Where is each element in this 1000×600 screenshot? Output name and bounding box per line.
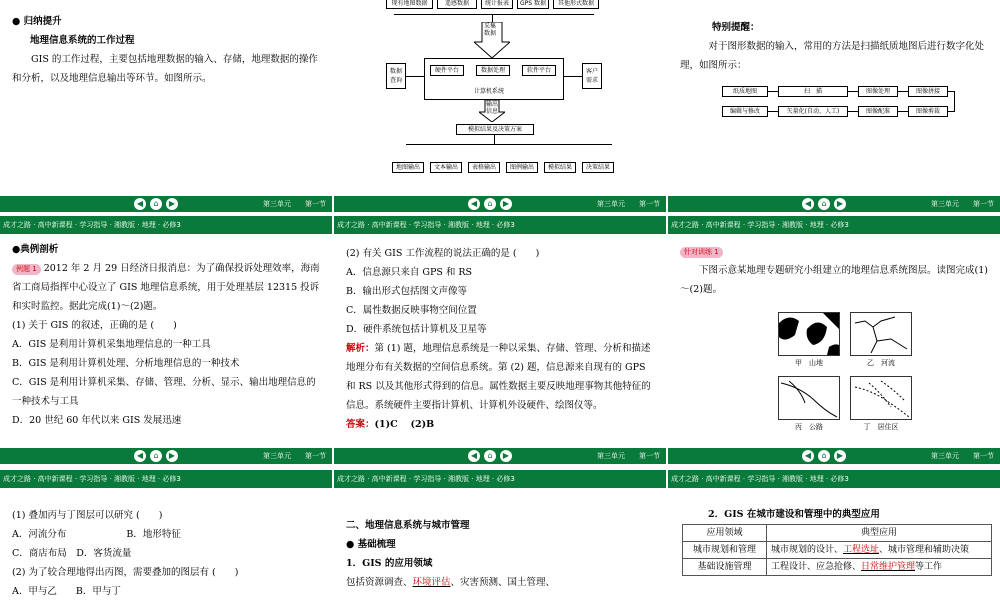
out-legend: 图例输出 bbox=[506, 162, 538, 173]
slide-2 bbox=[334, 0, 666, 212]
slide-8 bbox=[334, 470, 666, 600]
footer bbox=[668, 196, 1000, 212]
hardware-box: 硬件平台 bbox=[430, 65, 464, 76]
map-river bbox=[850, 312, 912, 356]
s5-analysis: 解析：第 (1) 题，地理信息系统是一种以采集、存储、管理、分析和描述地理分布有关数据的空间信息系统。第 (2) 题，信息源来自现有的 GPS 和 RS 以及其他形式得到的信息。属性数据主要反映地理事物其他特征的信息。系统硬件主要指计算机、计算机外设硬件、绘图仪等。 bbox=[346, 343, 651, 411]
input-other: 其他形式数据 bbox=[553, 0, 599, 9]
result-box: 模拟结果及决策方案 bbox=[456, 124, 534, 135]
slide-3 bbox=[668, 0, 1000, 212]
out-sim: 模拟结果 bbox=[544, 162, 576, 173]
prev-icon[interactable]: ◀ bbox=[802, 450, 814, 462]
s5-q2: (2) 有关 GIS 工作流程的说法正确的是 ( ) bbox=[346, 248, 540, 259]
cap-jia: 甲 山地 bbox=[795, 359, 823, 367]
home-icon[interactable]: ⌂ bbox=[150, 198, 162, 210]
cap-yi: 乙 河流 bbox=[867, 359, 895, 367]
header: 成才之路 · 高中新课程 · 学习指导 · 湘教版 · 地理 · 必修3 bbox=[0, 216, 332, 234]
input-gps: GPS 数据 bbox=[517, 0, 549, 9]
next-icon[interactable]: ▶ bbox=[500, 198, 512, 210]
s4-c: C．GIS 是利用计算机采集、存储、管理、分析、显示、输出地理信息的一种技术与工具 bbox=[12, 377, 316, 407]
prev-icon[interactable]: ◀ bbox=[468, 450, 480, 462]
user-box: 客户 需求 bbox=[582, 63, 602, 89]
cap-bing: 丙 公路 bbox=[795, 423, 823, 431]
flow-paper: 纸质地图 bbox=[722, 86, 768, 97]
slide-5 bbox=[334, 216, 666, 464]
header: 成才之路 · 高中新课程 · 学习指导 · 湘教版 · 地理 · 必修3 bbox=[668, 216, 1000, 234]
s5-b: B．输出形式包括图文声像等 bbox=[346, 286, 467, 297]
application-table bbox=[682, 524, 992, 576]
flow-mosaic: 图像拼接 bbox=[908, 86, 948, 97]
s8-sub: 1．GIS 的应用领域 bbox=[346, 558, 433, 569]
slide-1 bbox=[0, 0, 332, 212]
s1-para: GIS 的工作过程，主要包括地理数据的输入、存储，地理数据的操作和分析，以及地理信息输出等环节。如图所示。 bbox=[12, 54, 318, 84]
r1-field: 城市规划和管理 bbox=[683, 542, 767, 559]
home-icon[interactable]: ⌂ bbox=[818, 198, 830, 210]
unit-label: 第三单元 第一节 bbox=[931, 200, 994, 208]
s4-bullet: ●典例剖析 bbox=[12, 244, 59, 255]
unit-label: 第三单元 第一节 bbox=[597, 452, 660, 460]
next-icon[interactable]: ▶ bbox=[166, 450, 178, 462]
prev-icon[interactable]: ◀ bbox=[134, 450, 146, 462]
s6-para: 下图示意某地理专题研究小组建立的地理信息系统图层。读图完成(1)～(2)题。 bbox=[680, 265, 988, 295]
next-icon[interactable]: ▶ bbox=[166, 198, 178, 210]
flow-vector: 矢量化(自动、人工) bbox=[778, 106, 848, 117]
home-icon[interactable]: ⌂ bbox=[150, 450, 162, 462]
map-mountain bbox=[778, 312, 840, 356]
output-label: 输出 信息 bbox=[486, 101, 499, 115]
slide-9 bbox=[668, 470, 1000, 600]
s4-stem: 例题 1 2012 年 2 月 29 日经济日报消息：为了确保投诉处理效率，海南省工商局指挥中心设立了 GIS 地理信息系统，用于处理基层 12315 投诉和实时监控。据此完成(1)～(2)题。 bbox=[12, 263, 320, 312]
header: 成才之路 · 高中新课程 · 学习指导 · 湘教版 · 地理 · 必修3 bbox=[668, 470, 1000, 488]
next-icon[interactable]: ▶ bbox=[500, 450, 512, 462]
th-field: 应用领域 bbox=[683, 525, 767, 542]
th-app: 典型应用 bbox=[767, 525, 992, 542]
s8-text: 包括资源调查、环境评估、灾害预测、国土管理、 bbox=[346, 577, 556, 588]
software-box: 软件平台 bbox=[522, 65, 556, 76]
collect-label: 采集 数据 bbox=[484, 23, 497, 37]
footer bbox=[668, 448, 1000, 464]
s4-a: A．GIS 是利用计算机采集地理信息的一种工具 bbox=[12, 339, 211, 350]
example-tag: 例题 1 bbox=[12, 264, 41, 275]
s7-ab2: A．甲与乙 B．甲与丁 bbox=[12, 586, 121, 597]
s1-bullet: ● 归纳提升 bbox=[12, 16, 62, 27]
flow-scan: 扫 描 bbox=[778, 86, 848, 97]
out-decision: 决策结果 bbox=[582, 162, 614, 173]
s7-q1: (1) 叠加丙与丁图层可以研究 ( ) bbox=[12, 510, 163, 521]
footer bbox=[334, 448, 666, 464]
unit-label: 第三单元 第一节 bbox=[931, 452, 994, 460]
home-icon[interactable]: ⌂ bbox=[818, 450, 830, 462]
prev-icon[interactable]: ◀ bbox=[468, 198, 480, 210]
slide-4 bbox=[0, 216, 332, 464]
s5-d: D．硬件系统包括计算机及卫星等 bbox=[346, 324, 487, 335]
s8-section: 二、地理信息系统与城市管理 bbox=[346, 520, 470, 531]
header: 成才之路 · 高中新课程 · 学习指导 · 湘教版 · 地理 · 必修3 bbox=[0, 470, 332, 488]
s5-a: A．信息源只来自 GPS 和 RS bbox=[346, 267, 473, 278]
unit-label: 第三单元 第一节 bbox=[597, 200, 660, 208]
s9-title: 2．GIS 在城市建设和管理中的典型应用 bbox=[708, 509, 880, 520]
r1-app: 城市规划的设计、工程选址、城市管理和辅助决策 bbox=[767, 542, 992, 559]
s5-c: C．属性数据反映事物空间位置 bbox=[346, 305, 477, 316]
system-label: 计算机系统 bbox=[474, 88, 505, 95]
unit-label: 第三单元 第一节 bbox=[263, 200, 326, 208]
out-text: 文本输出 bbox=[430, 162, 462, 173]
s7-q2: (2) 为了较合理地得出丙图，需要叠加的图层有 ( ) bbox=[12, 567, 239, 578]
input-rs: 遥感数据 bbox=[437, 0, 477, 9]
flow-register: 图像配准 bbox=[858, 106, 898, 117]
r2-field: 基础设施管理 bbox=[683, 559, 767, 576]
out-map: 地图输出 bbox=[392, 162, 424, 173]
cap-ding: 丁 居住区 bbox=[863, 423, 899, 431]
flow-edit: 编辑与修改 bbox=[722, 106, 768, 117]
db-box: 数据 查询 bbox=[386, 63, 406, 89]
s8-bullet: ● 基础梳理 bbox=[346, 539, 396, 550]
prev-icon[interactable]: ◀ bbox=[134, 198, 146, 210]
s4-d: D．20 世纪 60 年代以来 GIS 发展迅速 bbox=[12, 415, 182, 426]
home-icon[interactable]: ⌂ bbox=[484, 450, 496, 462]
next-icon[interactable]: ▶ bbox=[834, 450, 846, 462]
s4-q1: (1) 关于 GIS 的叙述，正确的是 ( ) bbox=[12, 320, 177, 331]
home-icon[interactable]: ⌂ bbox=[484, 198, 496, 210]
unit-label: 第三单元 第一节 bbox=[263, 452, 326, 460]
header: 成才之路 · 高中新课程 · 学习指导 · 湘教版 · 地理 · 必修3 bbox=[334, 470, 666, 488]
s4-b: B．GIS 是利用计算机处理、分析地理信息的一种技术 bbox=[12, 358, 240, 369]
next-icon[interactable]: ▶ bbox=[834, 198, 846, 210]
slide-7 bbox=[0, 470, 332, 600]
s3-para: 对于图形数据的输入，常用的方法是扫描纸质地图后进行数字化处理，如图所示： bbox=[680, 41, 985, 71]
slide-6 bbox=[668, 216, 1000, 464]
footer bbox=[0, 196, 332, 212]
input-map: 现有地图数据 bbox=[386, 0, 433, 9]
input-stat: 统计报表 bbox=[481, 0, 513, 9]
s7-ab: A．河流分布 B．地形特征 bbox=[12, 529, 181, 540]
flow-clip: 图像剪裁 bbox=[908, 106, 948, 117]
map-residential bbox=[850, 376, 912, 420]
footer bbox=[334, 196, 666, 212]
training-tag: 针对训练 1 bbox=[680, 247, 723, 258]
out-table: 表格输出 bbox=[468, 162, 500, 173]
flow-imgproc: 图像处理 bbox=[858, 86, 898, 97]
s5-answer: 答案：(1)C (2)B bbox=[346, 419, 435, 430]
r2-app: 工程设计、应急抢修、日常维护管理等工作 bbox=[767, 559, 992, 576]
header: 成才之路 · 高中新课程 · 学习指导 · 湘教版 · 地理 · 必修3 bbox=[334, 216, 666, 234]
map-road bbox=[778, 376, 840, 420]
process-box: 数据处理 bbox=[476, 65, 510, 76]
s1-title: 地理信息系统的工作过程 bbox=[30, 35, 135, 46]
footer bbox=[0, 448, 332, 464]
s7-cd: C．商店布局 D．客货流量 bbox=[12, 548, 132, 559]
prev-icon[interactable]: ◀ bbox=[802, 198, 814, 210]
s3-title: 特别提醒： bbox=[712, 22, 760, 33]
